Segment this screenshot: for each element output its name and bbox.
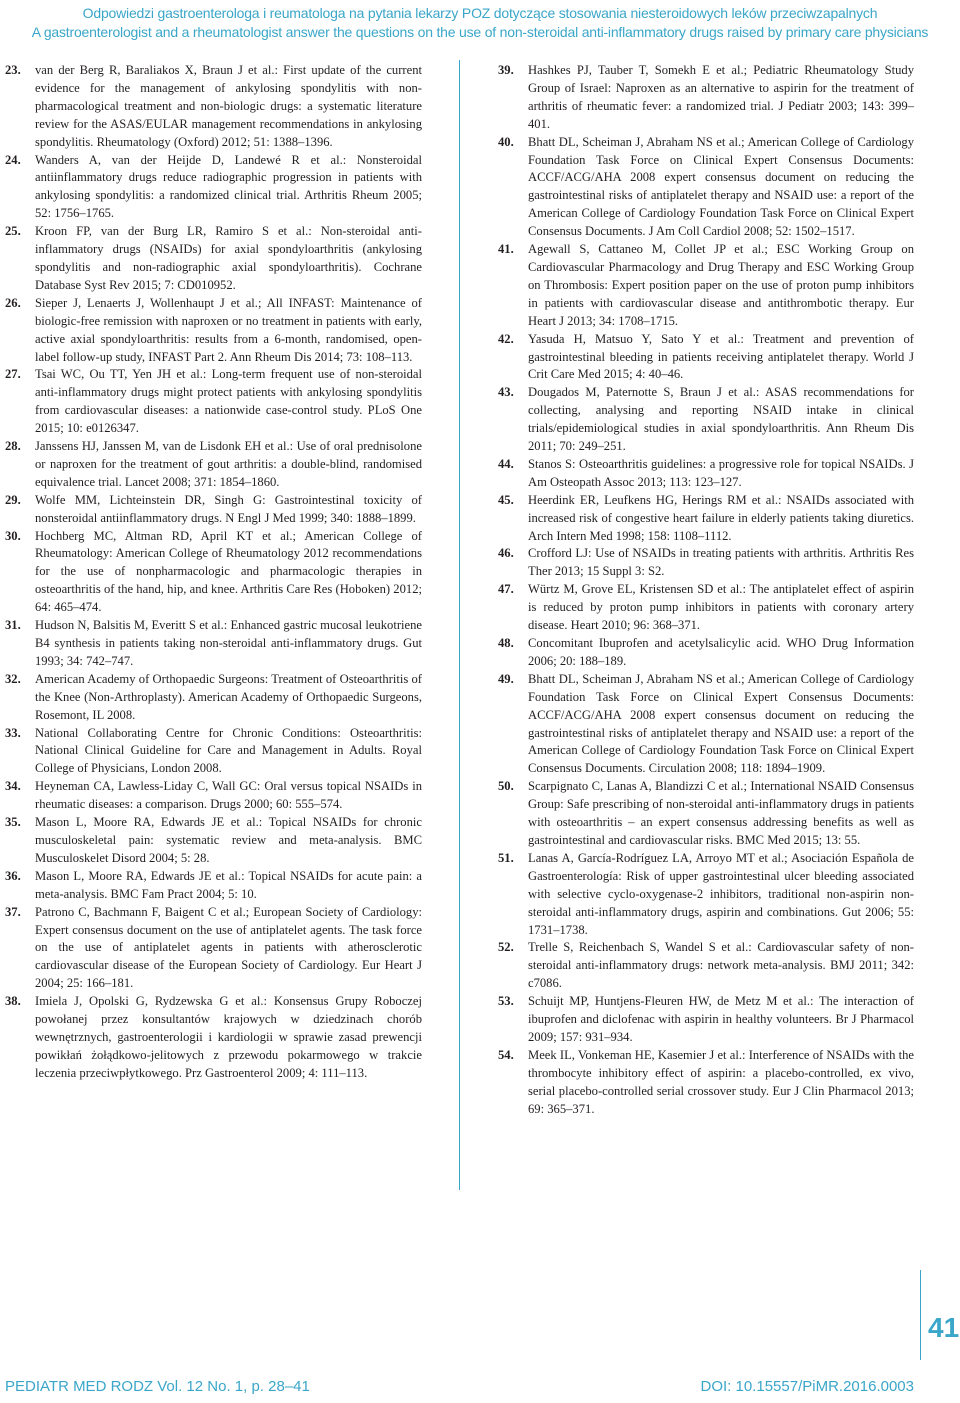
reference-number: 46. <box>498 546 514 561</box>
reference-number: 43. <box>498 385 514 400</box>
reference-number: 52. <box>498 940 514 955</box>
reference-entry <box>498 545 914 581</box>
reference-number: 44. <box>498 456 514 471</box>
reference-text: Wanders A, van der Heijde D, Landewé R et al.: Nonsteroidal antiinflammatory drugs reduce radiographic progression in patients with ankylosing spondylitis: a randomized clinical trial. Arthritis Rheum 2005; 52: 1756–1765. <box>35 152 422 221</box>
reference-text: Imiela J, Opolski G, Rydzewska G et al.: Konsensus Grupy Roboczej powołanej przez konsultantów krajowych w dziedzinach chorób wewnętrznych, gastroenterologii i kardiologii w sprawie zasad prewencji powikłań żołądkowo-jelitowych z przewodu pokarmowego w trakcie leczenia przeciwpłytkowego. Prz Gastroenterol 2009; 4: 111–113. <box>35 994 422 1080</box>
reference-text: Kroon FP, van der Burg LR, Ramiro S et al.: Non-steroidal anti-inflammatory drugs (NSAIDs) for axial spondyloarthritis (ankylosing spondylitis and non-radiographic axial spondyloarthritis). Cochrane Database Syst Rev 2015; 7: CD010952. <box>35 224 422 292</box>
reference-text: American Academy of Orthopaedic Surgeons: Treatment of Osteoarthritis of the Knee (Non-Arthroplasty). American Academy of Orthopaedic Surgeons, Rosemont, IL 2008. <box>35 671 422 722</box>
reference-text: Bhatt DL, Scheiman J, Abraham NS et al.; American College of Cardiology Foundation Task Force on Clinical Expert Consensus Documents: ACCF/ACG/AHA 2008 expert consensus document on reducing the gastrointestinal risks of antiplatelet therapy and NSAID use: a report of the American College of Cardiology Foundation Task Force on Clinical Expert Consensus Documents. J Am Coll Cardiol 2008; 52: 1502–1517. <box>528 134 914 239</box>
reference-number: 39. <box>498 63 514 77</box>
reference-entry <box>5 152 422 224</box>
reference-entry <box>5 438 422 492</box>
reference-number: 30. <box>5 528 21 543</box>
reference-entry <box>498 241 914 331</box>
reference-number: 23. <box>5 63 21 77</box>
reference-entry <box>498 635 914 671</box>
reference-text: Dougados M, Paternotte S, Braun J et al.: ASAS recommendations for collecting, analysing and reporting NSAID intake in clinical trials/epidemiological studies in axial spondyloarthritis. Ann Rheum Dis 2011; 70: 249–251. <box>528 385 914 454</box>
reference-number: 41. <box>498 242 514 257</box>
reference-entry <box>498 671 914 778</box>
reference-number: 31. <box>5 618 21 633</box>
reference-text: Hudson N, Balsitis M, Everitt S et al.: Enhanced gastric mucosal leukotriene B4 synthesis in patients taking non-steroidal anti-inflammatory drugs. Gut 1993; 34: 742–747. <box>35 618 422 668</box>
reference-entry <box>498 456 914 492</box>
reference-number: 35. <box>5 815 21 830</box>
reference-entry <box>5 778 422 814</box>
reference-text: Hochberg MC, Altman RD, April KT et al.; American College of Rheumatology: American College of Rheumatology 2012 recommendations for the use of nonpharmacologic and pharmacologic therapies in osteoarthritis of the hand, hip, and knee. Arthritis Care Res (Hoboken) 2012; 64: 465–474. <box>35 528 422 615</box>
reference-number: 27. <box>5 367 21 382</box>
reference-text: Würtz M, Grove EL, Kristensen SD et al.: The antiplatelet effect of aspirin is reduced by proton pump inhibitors in patients with coronary artery disease. Heart 2010; 96: 368–371. <box>528 582 914 633</box>
reference-number: 50. <box>498 779 514 794</box>
reference-number: 37. <box>5 904 21 919</box>
reference-text: Mason L, Moore RA, Edwards JE et al.: Topical NSAIDs for acute pain: a meta-analysis. BMC Fam Pract 2004; 5: 10. <box>35 868 422 901</box>
footer-doi: DOI: 10.15557/PiMR.2016.0003 <box>700 1378 914 1395</box>
reference-text: Meek IL, Vonkeman HE, Kasemier J et al.: Interference of NSAIDs with the thrombocyte inhibitory effect of aspirin: a placebo-controlled, ex vivo, serial placebo-controlled serial crossover study. Eur J Clin Pharmacol 2013; 69: 365–371. <box>528 1047 914 1116</box>
reference-entry <box>498 1047 914 1119</box>
references-left-column <box>5 62 422 1083</box>
reference-text: Hashkes PJ, Tauber T, Somekh E et al.; Pediatric Rheumatology Study Group of Israel: Naproxen as an alternative to aspirin for the treatment of arthritis of rheumatic fever: a randomized trial. J Pediatr 2003; 143: 399–401. <box>528 63 914 131</box>
reference-entry <box>498 331 914 385</box>
page-number-rule <box>920 1270 921 1360</box>
reference-entry <box>5 993 422 1083</box>
reference-text: Sieper J, Lenaerts J, Wollenhaupt J et al.; All INFAST: Maintenance of biologic-free remission with naproxen or no treatment in patients with early, active axial spondyloarthritis: results from a 6-month, randomised, open-label follow-up study, INFAST Part 2. Ann Rheum Dis 2014; 73: 108–113. <box>35 295 422 364</box>
reference-text: Trelle S, Reichenbach S, Wandel S et al.: Cardiovascular safety of non-steroidal anti-inflammatory drugs: network meta-analysis. BMJ 2011; 342: c7086. <box>528 940 914 991</box>
reference-text: van der Berg R, Baraliakos X, Braun J et al.: First update of the current evidence for the management of ankylosing spondylitis with non-pharmacological treatment and non-biologic drugs: a systematic literature review for the ASAS/EULAR management recommendations in ankylosing spondylitis. Rheumatology (Oxford) 2012; 51: 1388–1396. <box>35 63 422 149</box>
reference-entry <box>498 993 914 1047</box>
reference-text: Stanos S: Osteoarthritis guidelines: a progressive role for topical NSAIDs. J Am Osteopath Assoc 2013; 113: 123–127. <box>528 456 914 489</box>
reference-entry <box>5 295 422 367</box>
reference-entry <box>5 617 422 671</box>
reference-entry <box>498 134 914 241</box>
reference-text: Heerdink ER, Leufkens HG, Herings RM et al.: NSAIDs associated with increased risk of congestive heart failure in elderly patients taking diuretics. Arch Intern Med 1998; 158: 1108–1112. <box>528 492 914 543</box>
reference-text: Lanas A, García-Rodríguez LA, Arroyo MT et al.; Asociación Española de Gastroenterología: Risk of upper gastrointestinal ulcer bleeding associated with selective cyclo-oxygenase-2 inhibitors, traditional non-aspirin non-steroidal anti-inflammatory drugs, aspirin and combinations. Gut 2006; 55: 1731–1738. <box>528 850 914 937</box>
reference-number: 54. <box>498 1047 514 1062</box>
reference-number: 24. <box>5 152 21 167</box>
reference-number: 26. <box>5 295 21 310</box>
reference-entry <box>498 581 914 635</box>
reference-number: 45. <box>498 492 514 507</box>
reference-text: Tsai WC, Ou TT, Yen JH et al.: Long-term frequent use of non-steroidal anti-inflammatory drugs might protect patients with ankylosing spondylitis from cardiovascular diseases: a nationwide case-control study. PLoS One 2015; 10: e0126347. <box>35 367 422 436</box>
running-header <box>0 4 960 42</box>
reference-number: 33. <box>5 725 21 740</box>
reference-entry <box>5 223 422 295</box>
reference-number: 48. <box>498 636 514 650</box>
reference-text: Agewall S, Cattaneo M, Collet JP et al.; ESC Working Group on Cardiovascular Pharmacology and Drug Therapy and ESC Working Group on Thrombosis: Expert position paper on the use of proton pump inhibitors in patients with cardiovascular disease and antithrombotic therapy. Eur Heart J 2013; 34: 1708–1715. <box>528 242 914 328</box>
reference-entry <box>498 850 914 940</box>
reference-entry <box>5 868 422 904</box>
reference-text: Bhatt DL, Scheiman J, Abraham NS et al.; American College of Cardiology Foundation Task Force on Clinical Expert Consensus Documents: ACCF/ACG/AHA 2008 expert consensus document on reducing the gastrointestinal risks of antiplatelet therapy and NSAID use: a report of the American College of Cardiology Foundation Task Force on Clinical Expert Consensus Documents. Circulation 2008; 118: 1894–1909. <box>528 671 914 776</box>
reference-text: Scarpignato C, Lanas A, Blandizzi C et al.; International NSAID Consensus Group: Safe prescribing of non-steroidal anti-inflammatory drugs in patients with osteoarthritis – an expert consensus addressing benefits as well as gastrointestinal and cardiovascular risks. BMC Med 2015; 13: 55. <box>528 779 914 847</box>
reference-text: Crofford LJ: Use of NSAIDs in treating patients with arthritis. Arthritis Res Ther 2013; 15 Suppl 3: S2. <box>528 546 914 579</box>
reference-number: 40. <box>498 134 514 149</box>
reference-number: 49. <box>498 671 514 686</box>
reference-number: 42. <box>498 331 514 346</box>
references-right-column <box>498 62 914 1118</box>
reference-entry <box>498 939 914 993</box>
reference-number: 36. <box>5 868 21 883</box>
reference-entry <box>5 725 422 779</box>
reference-number: 29. <box>5 492 21 507</box>
reference-text: Heyneman CA, Lawless-Liday C, Wall GC: Oral versus topical NSAIDs in rheumatic diseases: a comparison. Drugs 2000; 60: 555–574. <box>35 779 422 812</box>
reference-entry <box>5 904 422 994</box>
column-divider <box>459 60 460 1190</box>
reference-entry <box>5 814 422 868</box>
reference-text: Yasuda H, Matsuo Y, Sato Y et al.: Treatment and prevention of gastrointestinal bleeding in patients receiving antiplatelet therapy. World J Crit Care Med 2015; 4: 40–46. <box>528 331 914 382</box>
reference-number: 28. <box>5 439 21 454</box>
reference-entry <box>5 671 422 725</box>
reference-number: 38. <box>5 994 21 1009</box>
header-title-english: A gastroenterologist and a rheumatologist answer the questions on the use of non-steroidal anti-inflammatory drugs raised by primary care physicians <box>31 24 929 40</box>
reference-entry <box>498 778 914 850</box>
reference-number: 51. <box>498 850 514 865</box>
reference-entry <box>498 492 914 546</box>
reference-number: 25. <box>5 224 21 239</box>
reference-text: Mason L, Moore RA, Edwards JE et al.: Topical NSAIDs for chronic musculoskeletal pain: systematic review and meta-analysis. BMC Musculoskelet Disord 2004; 5: 28. <box>35 815 422 865</box>
reference-text: Janssens HJ, Janssen M, van de Lisdonk EH et al.: Use of oral prednisolone or naproxen for the treatment of gout arthritis: a double-blind, randomised equivalence trial. Lancet 2008; 371: 1854–1860. <box>35 439 422 489</box>
reference-entry <box>5 366 422 438</box>
reference-text: Wolfe MM, Lichteinstein DR, Singh G: Gastrointestinal toxicity of nonsteroidal antiinflammatory drugs. N Engl J Med 1999; 340: 1888–1899. <box>35 492 422 525</box>
header-title-polish: Odpowiedzi gastroenterologa i reumatologa na pytania lekarzy POZ dotyczące stosowania niesteroidowych leków przeciwzapalnych <box>82 5 878 21</box>
reference-text: Patrono C, Bachmann F, Baigent C et al.; European Society of Cardiology: Expert consensus document on the use of antiplatelet agents. The task force on the use of antiplatelet agents in patients with atherosclerotic cardiovascular disease of the European Society of Cardiology. Eur Heart J 2004; 25: 166–181. <box>35 904 422 991</box>
reference-entry <box>5 62 422 152</box>
reference-entry <box>498 384 914 456</box>
reference-text: Concomitant Ibuprofen and acetylsalicylic acid. WHO Drug Information 2006; 20: 188–189. <box>528 636 914 668</box>
reference-text: Schuijt MP, Huntjens-Fleuren HW, de Metz M et al.: The interaction of ibuprofen and diclofenac with aspirin in healthy volunteers. Br J Pharmacol 2009; 157: 931–934. <box>528 994 914 1044</box>
reference-number: 47. <box>498 582 514 597</box>
reference-entry <box>5 492 422 528</box>
reference-number: 32. <box>5 671 21 686</box>
reference-entry <box>5 528 422 618</box>
reference-number: 53. <box>498 994 514 1009</box>
footer-journal: PEDIATR MED RODZ Vol. 12 No. 1, p. 28–41 <box>5 1378 310 1395</box>
page-number: 41 <box>928 1312 960 1343</box>
reference-entry <box>498 62 914 134</box>
reference-text: National Collaborating Centre for Chronic Conditions: Osteoarthritis: National Clinical Guideline for Care and Management in Adults. Royal College of Physicians, London 2008. <box>35 725 422 776</box>
reference-number: 34. <box>5 779 21 794</box>
